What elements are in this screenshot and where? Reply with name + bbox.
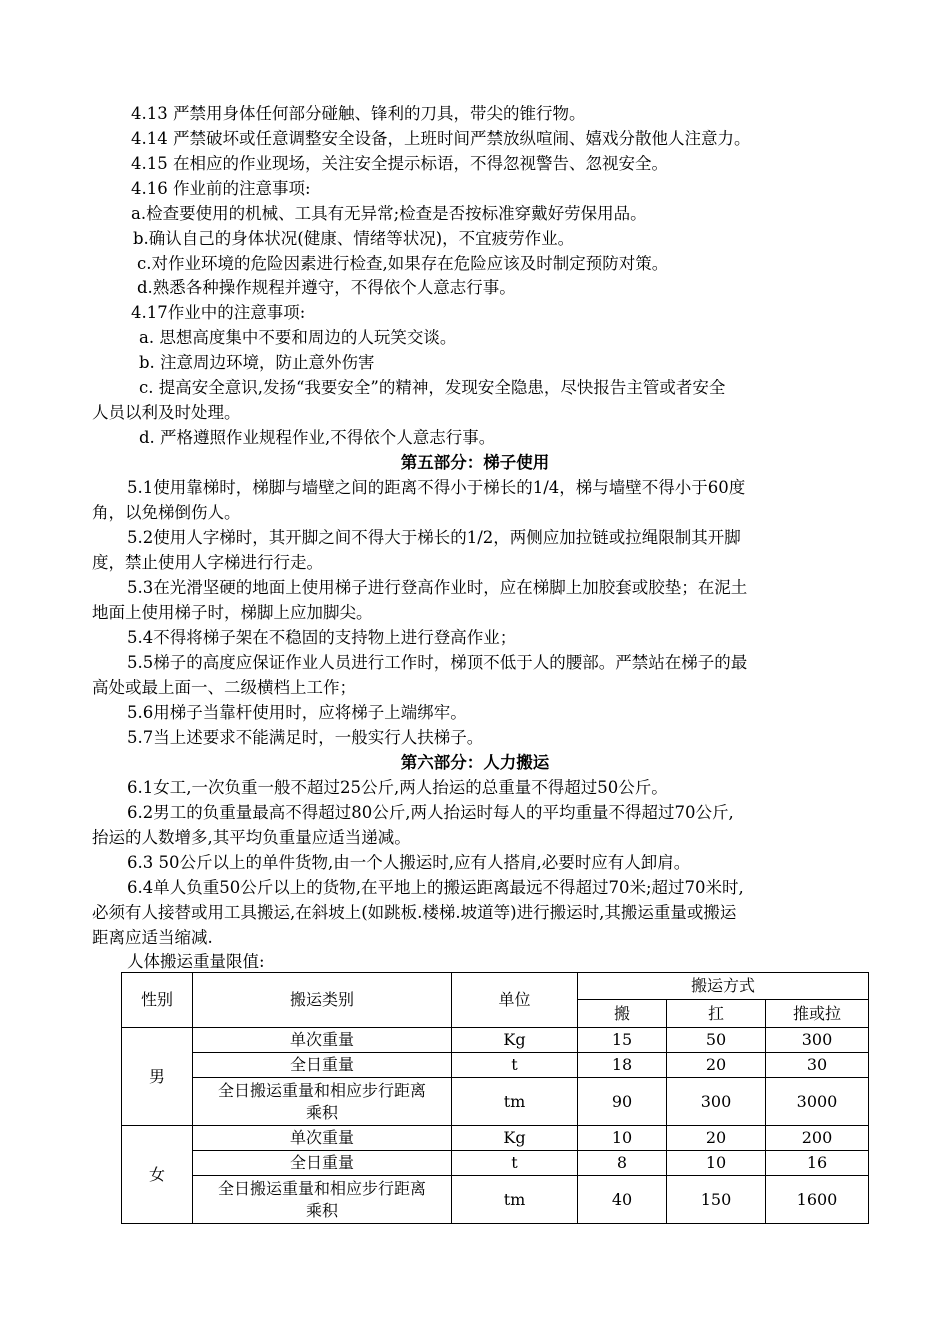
clause-6-2-line1: 6.2男工的负重量最高不得超过80公斤,两人抬运时每人的平均重量不得超过70公斤, [127, 803, 734, 822]
clause-4-16-c: c.对作业环境的危险因素进行检查,如果存在危险应该及时制定预防对策。 [137, 254, 669, 273]
clause-4-16-b: b.确认自己的身体状况(健康、情绪等状况)，不宜疲劳作业。 [133, 229, 575, 248]
clause-5-7: 5.7当上述要求不能满足时，一般实行人扶梯子。 [127, 728, 484, 747]
unit-cell: Kg [452, 1126, 578, 1151]
value-cell: 200 [766, 1126, 869, 1151]
clause-4-13: 4.13 严禁用身体任何部分碰触、锋利的刀具，带尖的锥行物。 [131, 104, 586, 123]
clause-4-17-a: a. 思想高度集中不要和周边的人玩笑交谈。 [139, 328, 457, 347]
header-category: 搬运类别 [193, 973, 452, 1028]
table-row [122, 1028, 869, 1053]
clause-4-16: 4.16 作业前的注意事项: [131, 179, 311, 198]
clause-5-6: 5.6用梯子当靠杆使用时，应将梯子上端绑牢。 [127, 703, 467, 722]
category-cell: 全日重量 [193, 1053, 452, 1078]
header-gender: 性别 [122, 973, 193, 1028]
value-cell: 90 [578, 1078, 667, 1126]
table-caption: 人体搬运重量限值: [127, 952, 265, 971]
clause-4-17-b: b. 注意周边环境，防止意外伤害 [139, 353, 375, 372]
table-row [122, 1053, 869, 1078]
header-carry: 搬 [578, 1000, 667, 1028]
header-push-pull: 推或拉 [766, 1000, 869, 1028]
value-cell: 150 [667, 1176, 766, 1224]
clause-4-17-c-line1: c. 提高安全意识,发扬“我要安全”的精神，发现安全隐患，尽快报告主管或者安全 [139, 378, 726, 397]
clause-5-4: 5.4不得将梯子架在不稳固的支持物上进行登高作业； [127, 628, 517, 647]
table-header-row [122, 973, 869, 1000]
clause-5-1-line1: 5.1使用靠梯时，梯脚与墙壁之间的距离不得小于梯长的1/4，梯与墙壁不得小于60度 [127, 478, 746, 497]
clause-5-2-line2: 度，禁止使用人字梯进行行走。 [92, 553, 323, 572]
value-cell: 300 [667, 1078, 766, 1126]
clause-5-2-line1: 5.2使用人字梯时，其开脚之间不得大于梯长的1/2，两侧应加拉链或拉绳限制其开脚 [127, 528, 741, 547]
value-cell: 40 [578, 1176, 667, 1224]
value-cell: 18 [578, 1053, 667, 1078]
clause-6-1: 6.1女工,一次负重一般不超过25公斤,两人抬运的总重量不得超过50公斤。 [127, 778, 668, 797]
table-row [122, 1078, 869, 1126]
clause-4-14: 4.14 严禁破坏或任意调整安全设备，上班时间严禁放纵喧闹、嬉戏分散他人注意力。 [131, 129, 751, 148]
value-cell: 20 [667, 1126, 766, 1151]
header-method: 搬运方式 [578, 973, 869, 1000]
unit-cell: t [452, 1151, 578, 1176]
unit-cell: tm [452, 1176, 578, 1224]
category-cell [193, 1078, 452, 1126]
unit-cell: Kg [452, 1028, 578, 1053]
gender-male: 男 [122, 1028, 193, 1126]
value-cell: 30 [766, 1053, 869, 1078]
clause-4-16-d: d.熟悉各种操作规程并遵守，不得依个人意志行事。 [137, 278, 516, 297]
table-row [122, 1151, 869, 1176]
gender-female: 女 [122, 1126, 193, 1224]
value-cell: 1600 [766, 1176, 869, 1224]
category-line: 乘积 [305, 1102, 338, 1122]
value-cell: 3000 [766, 1078, 869, 1126]
table-row [122, 1176, 869, 1224]
clause-5-1-line2: 角，以免梯倒伤人。 [92, 503, 241, 522]
category-cell: 单次重量 [193, 1028, 452, 1053]
clause-6-2-line2: 抬运的人数增多,其平均负重量应适当递减。 [92, 828, 411, 847]
clause-6-3: 6.3 50公斤以上的单件货物,由一个人搬运时,应有人搭肩,必要时应有人卸肩。 [127, 853, 691, 872]
category-line: 全日搬运重量和相应步行距离 [217, 1178, 426, 1198]
category-line: 乘积 [305, 1200, 338, 1220]
clause-5-5-line2: 高处或最上面一、二级横档上工作； [92, 678, 356, 697]
unit-cell: t [452, 1053, 578, 1078]
clause-4-16-a: a.检查要使用的机械、工具有无异常;检查是否按标准穿戴好劳保用品。 [131, 204, 647, 223]
clause-4-17-d: d. 严格遵照作业规程作业,不得依个人意志行事。 [139, 428, 496, 447]
category-line: 全日搬运重量和相应步行距离 [217, 1080, 426, 1100]
header-unit: 单位 [452, 973, 578, 1028]
clause-4-17-c-line2: 人员以利及时处理。 [92, 403, 241, 422]
category-cell: 单次重量 [193, 1126, 452, 1151]
unit-cell: tm [452, 1078, 578, 1126]
category-cell [193, 1176, 452, 1224]
section-5-title: 第五部分：梯子使用 [400, 453, 550, 472]
value-cell: 16 [766, 1151, 869, 1176]
section-6-title: 第六部分：人力搬运 [400, 753, 550, 772]
clause-6-4-line1: 6.4单人负重50公斤以上的货物,在平地上的搬运距离最远不得超过70米;超过70米时, [127, 878, 744, 897]
value-cell: 10 [578, 1126, 667, 1151]
value-cell: 15 [578, 1028, 667, 1053]
clause-4-17: 4.17作业中的注意事项: [131, 303, 306, 322]
table-row [122, 1126, 869, 1151]
value-cell: 20 [667, 1053, 766, 1078]
clause-4-15: 4.15 在相应的作业现场，关注安全提示标语，不得忽视警告、忽视安全。 [131, 154, 668, 173]
header-shoulder: 扛 [667, 1000, 766, 1028]
clause-5-3-line1: 5.3在光滑坚硬的地面上使用梯子进行登高作业时，应在梯脚上加胶套或胶垫；在泥土 [127, 578, 748, 597]
weight-limit-table [121, 972, 869, 1224]
category-cell: 全日重量 [193, 1151, 452, 1176]
value-cell: 50 [667, 1028, 766, 1053]
clause-6-4-line3: 距离应适当缩减. [92, 928, 213, 947]
clause-5-5-line1: 5.5梯子的高度应保证作业人员进行工作时，梯顶不低于人的腰部。严禁站在梯子的最 [127, 653, 748, 672]
value-cell: 8 [578, 1151, 667, 1176]
clause-5-3-line2: 地面上使用梯子时，梯脚上应加脚尖。 [92, 603, 373, 622]
value-cell: 300 [766, 1028, 869, 1053]
clause-6-4-line2: 必须有人接替或用工具搬运,在斜坡上(如跳板.楼梯.坡道等)进行搬运时,其搬运重量或搬运 [92, 903, 737, 922]
value-cell: 10 [667, 1151, 766, 1176]
